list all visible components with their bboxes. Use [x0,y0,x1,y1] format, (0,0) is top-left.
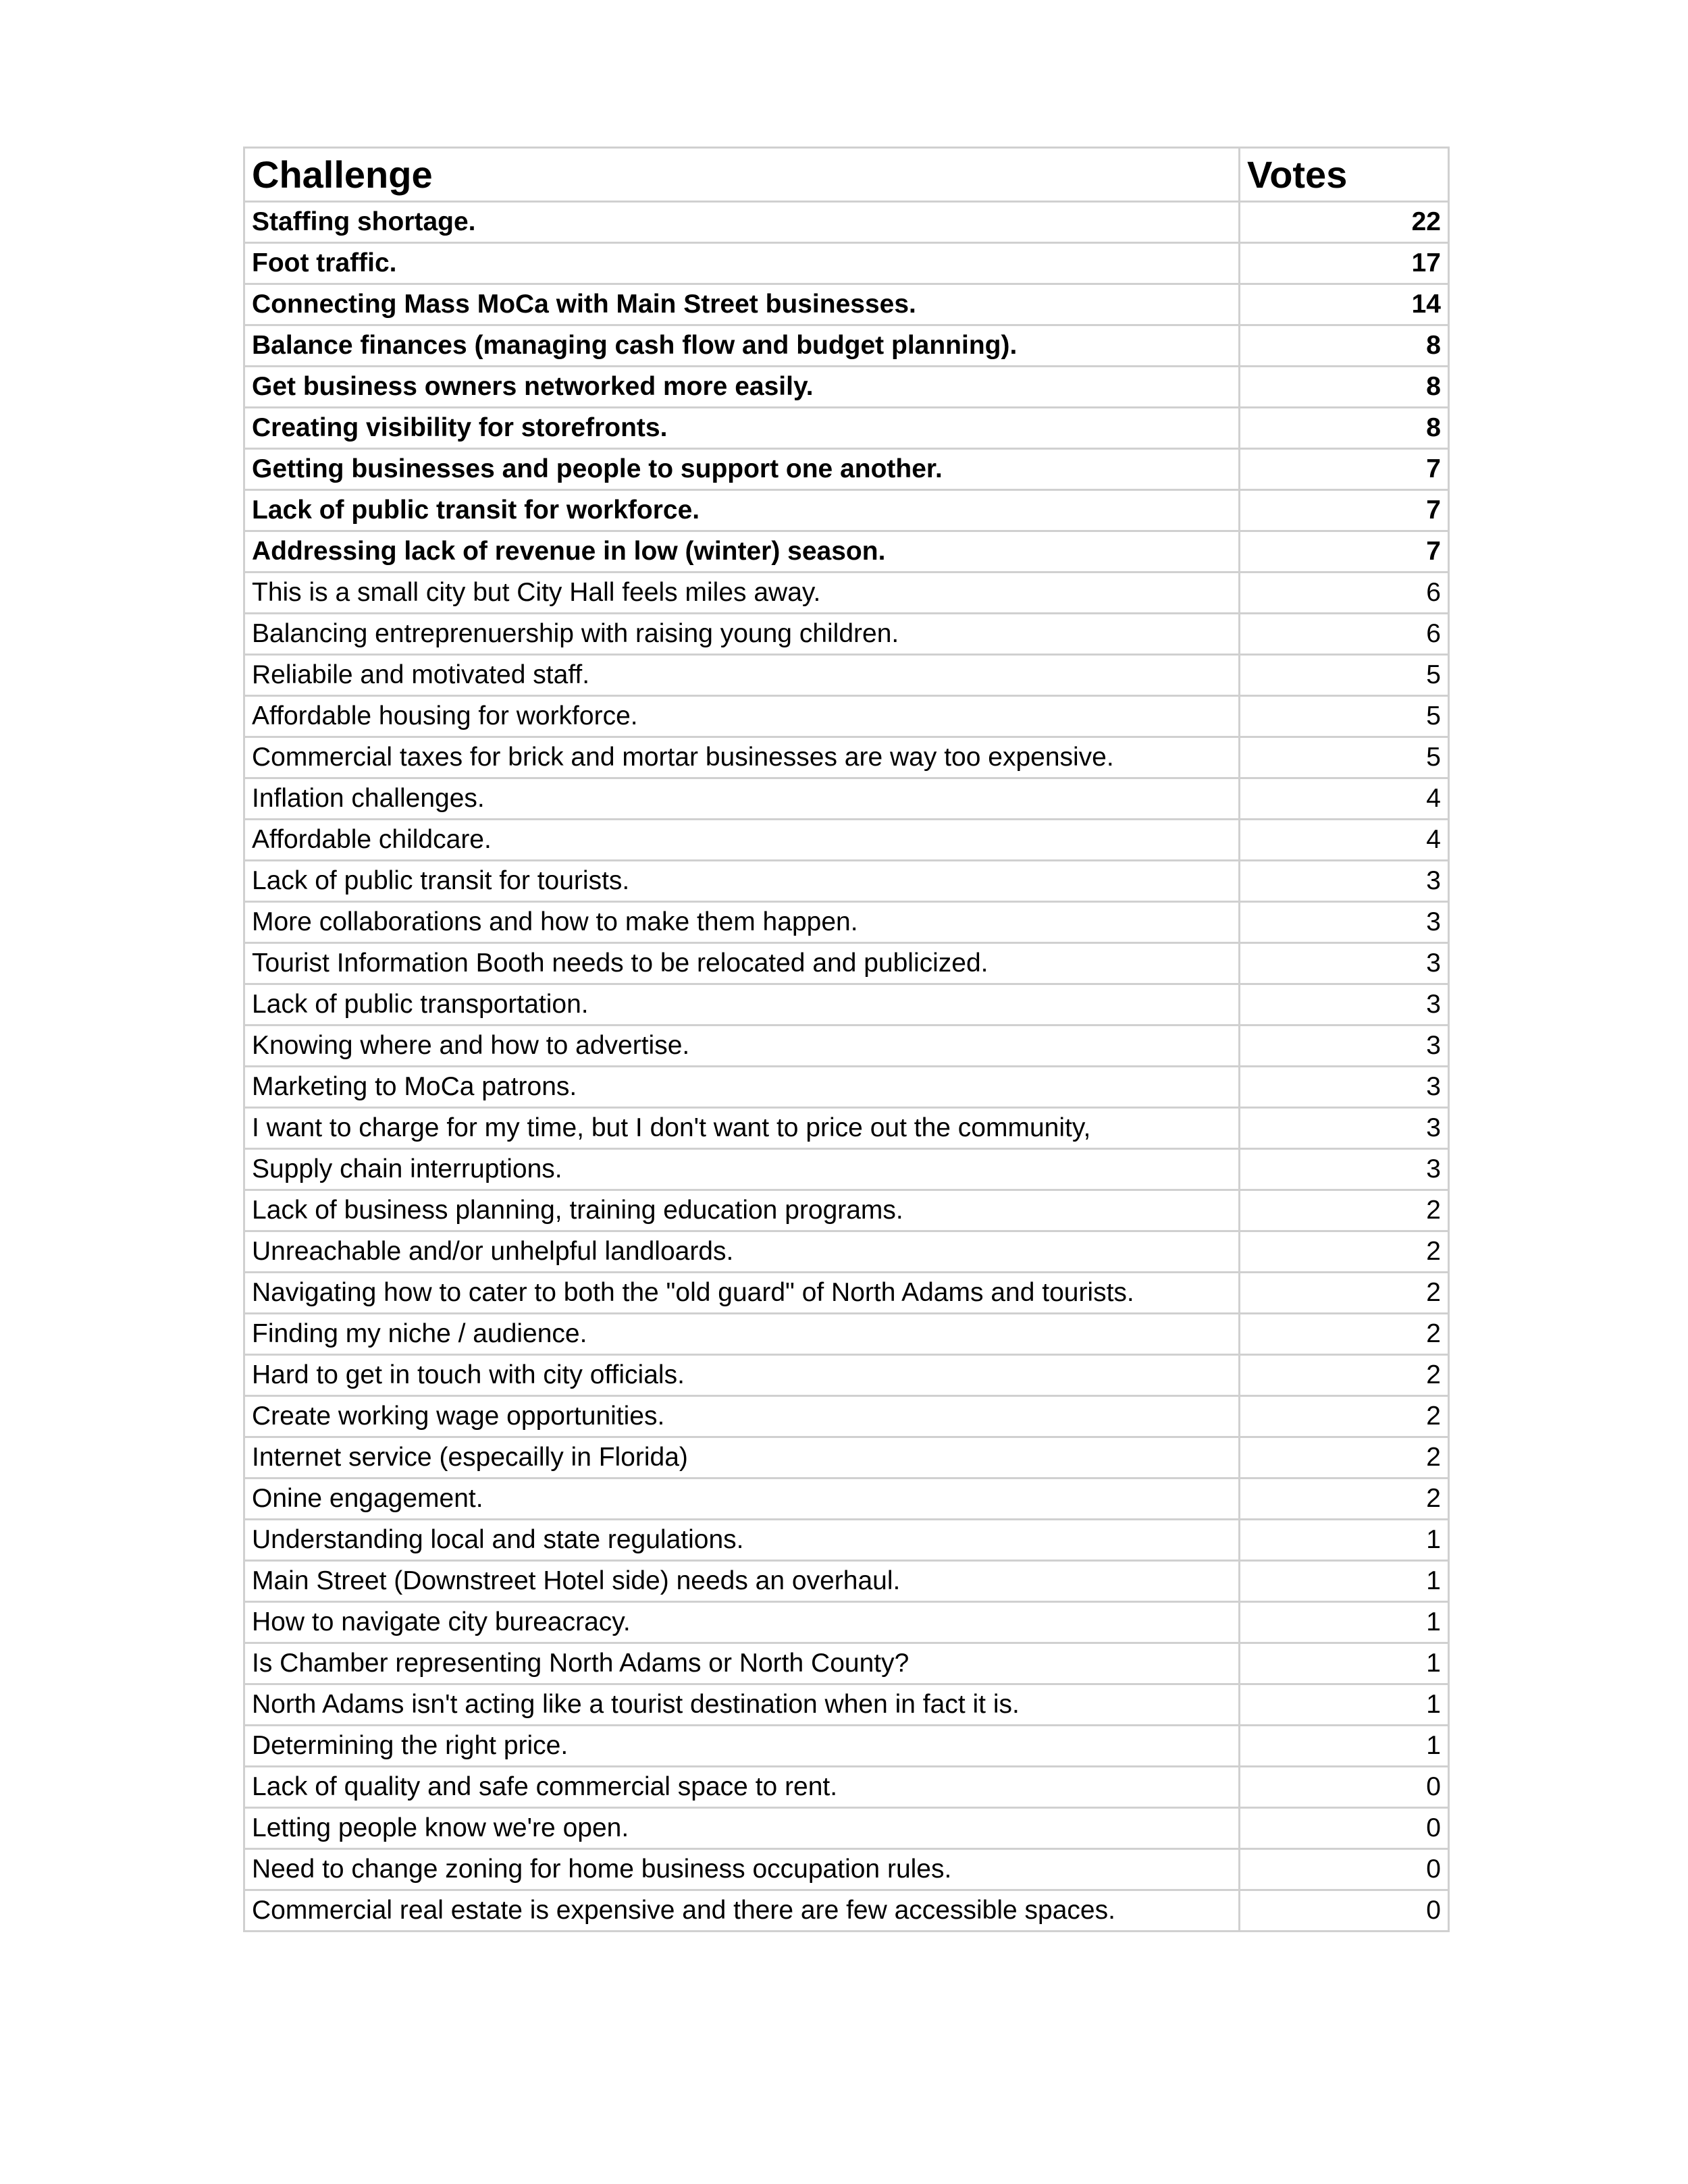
table-row [244,1561,1449,1602]
challenge-cell: Balance finances (managing cash flow and budget planning). [244,325,1240,367]
votes-cell: 8 [1240,367,1449,408]
votes-cell: 3 [1240,1108,1449,1149]
challenge-cell: Create working wage opportunities. [244,1396,1240,1437]
table-row [244,861,1449,902]
table-row [244,1149,1449,1190]
votes-cell: 3 [1240,1149,1449,1190]
challenge-cell: Understanding local and state regulations. [244,1520,1240,1561]
table-row [244,449,1449,490]
votes-cell: 1 [1240,1520,1449,1561]
table-row [244,325,1449,367]
challenges-votes-table [243,147,1450,1932]
challenge-cell: Tourist Information Booth needs to be relocated and publicized. [244,943,1240,984]
votes-cell: 14 [1240,284,1449,325]
table-row [244,1684,1449,1726]
votes-cell: 0 [1240,1767,1449,1808]
votes-cell: 7 [1240,490,1449,531]
votes-cell: 2 [1240,1231,1449,1273]
votes-cell: 2 [1240,1355,1449,1396]
challenge-cell: More collaborations and how to make them happen. [244,902,1240,943]
votes-cell: 2 [1240,1273,1449,1314]
challenge-cell: Need to change zoning for home business occupation rules. [244,1849,1240,1890]
table-row [244,1355,1449,1396]
table-row [244,1396,1449,1437]
challenge-cell: Creating visibility for storefronts. [244,408,1240,449]
challenge-cell: Lack of public transportation. [244,984,1240,1026]
votes-cell: 8 [1240,325,1449,367]
votes-cell: 1 [1240,1726,1449,1767]
challenge-cell: Lack of public transit for tourists. [244,861,1240,902]
votes-cell: 17 [1240,243,1449,284]
challenge-cell: Commercial real estate is expensive and there are few accessible spaces. [244,1890,1240,1932]
challenge-cell: Lack of quality and safe commercial space to rent. [244,1767,1240,1808]
challenge-cell: Reliabile and motivated staff. [244,655,1240,696]
challenge-cell: This is a small city but City Hall feels miles away. [244,572,1240,614]
votes-cell: 2 [1240,1396,1449,1437]
table-row [244,1643,1449,1684]
table-row [244,1231,1449,1273]
votes-cell: 1 [1240,1561,1449,1602]
votes-cell: 3 [1240,984,1449,1026]
votes-cell: 0 [1240,1890,1449,1932]
table-row [244,1602,1449,1643]
table-row [244,1520,1449,1561]
table-row [244,490,1449,531]
votes-cell: 6 [1240,614,1449,655]
table-header [244,148,1449,202]
table-row [244,943,1449,984]
challenge-cell: Balancing entreprenuership with raising young children. [244,614,1240,655]
votes-cell: 2 [1240,1479,1449,1520]
table-row [244,408,1449,449]
table-row [244,984,1449,1026]
challenge-cell: Lack of public transit for workforce. [244,490,1240,531]
table-row [244,655,1449,696]
document-page [243,147,1450,1932]
votes-cell: 3 [1240,1067,1449,1108]
votes-cell: 1 [1240,1643,1449,1684]
challenge-cell: Letting people know we're open. [244,1808,1240,1849]
table-row [244,1437,1449,1479]
votes-cell: 8 [1240,408,1449,449]
table-row [244,243,1449,284]
table-row [244,1067,1449,1108]
table-row [244,1108,1449,1149]
challenge-cell: Addressing lack of revenue in low (winter) season. [244,531,1240,572]
challenge-cell: Affordable housing for workforce. [244,696,1240,737]
challenge-cell: Marketing to MoCa patrons. [244,1067,1240,1108]
votes-cell: 2 [1240,1314,1449,1355]
table-row [244,1026,1449,1067]
votes-cell: 22 [1240,202,1449,243]
challenge-cell: Staffing shortage. [244,202,1240,243]
votes-cell: 3 [1240,902,1449,943]
challenge-cell: Supply chain interruptions. [244,1149,1240,1190]
challenge-cell: Hard to get in touch with city officials. [244,1355,1240,1396]
votes-cell: 5 [1240,655,1449,696]
challenge-cell: Is Chamber representing North Adams or North County? [244,1643,1240,1684]
challenge-cell: Getting businesses and people to support one another. [244,449,1240,490]
table-row [244,1273,1449,1314]
votes-cell: 6 [1240,572,1449,614]
table-row [244,202,1449,243]
table-row [244,1767,1449,1808]
header-row [244,148,1449,202]
challenge-cell: Determining the right price. [244,1726,1240,1767]
table-row [244,284,1449,325]
votes-cell: 2 [1240,1437,1449,1479]
votes-cell: 3 [1240,943,1449,984]
table-row [244,367,1449,408]
votes-cell: 1 [1240,1684,1449,1726]
column-header-challenge: Challenge [244,148,1240,202]
challenge-cell: Internet service (especailly in Florida) [244,1437,1240,1479]
votes-cell: 5 [1240,696,1449,737]
table-row [244,696,1449,737]
challenge-cell: Knowing where and how to advertise. [244,1026,1240,1067]
table-row [244,614,1449,655]
votes-cell: 4 [1240,778,1449,820]
table-row [244,778,1449,820]
column-header-votes: Votes [1240,148,1449,202]
votes-cell: 3 [1240,861,1449,902]
table-body [244,202,1449,1932]
votes-cell: 5 [1240,737,1449,778]
table-row [244,820,1449,861]
table-row [244,572,1449,614]
votes-cell: 3 [1240,1026,1449,1067]
challenge-cell: Lack of business planning, training education programs. [244,1190,1240,1231]
votes-cell: 4 [1240,820,1449,861]
table-row [244,1190,1449,1231]
challenge-cell: Commercial taxes for brick and mortar businesses are way too expensive. [244,737,1240,778]
votes-cell: 1 [1240,1602,1449,1643]
votes-cell: 0 [1240,1849,1449,1890]
table-row [244,902,1449,943]
challenge-cell: Unreachable and/or unhelpful landloards. [244,1231,1240,1273]
challenge-cell: Get business owners networked more easily. [244,367,1240,408]
votes-cell: 0 [1240,1808,1449,1849]
challenge-cell: Main Street (Downstreet Hotel side) needs an overhaul. [244,1561,1240,1602]
table-row [244,1849,1449,1890]
table-row [244,1314,1449,1355]
table-row [244,1726,1449,1767]
challenge-cell: Finding my niche / audience. [244,1314,1240,1355]
challenge-cell: How to navigate city bureacracy. [244,1602,1240,1643]
votes-cell: 7 [1240,449,1449,490]
challenge-cell: Connecting Mass MoCa with Main Street businesses. [244,284,1240,325]
table-row [244,1890,1449,1932]
challenge-cell: I want to charge for my time, but I don't want to price out the community, [244,1108,1240,1149]
challenge-cell: Affordable childcare. [244,820,1240,861]
table-row [244,531,1449,572]
votes-cell: 7 [1240,531,1449,572]
table-row [244,1808,1449,1849]
challenge-cell: Navigating how to cater to both the "old guard" of North Adams and tourists. [244,1273,1240,1314]
challenge-cell: Onine engagement. [244,1479,1240,1520]
challenge-cell: North Adams isn't acting like a tourist destination when in fact it is. [244,1684,1240,1726]
table-row [244,737,1449,778]
challenge-cell: Inflation challenges. [244,778,1240,820]
table-row [244,1479,1449,1520]
challenge-cell: Foot traffic. [244,243,1240,284]
votes-cell: 2 [1240,1190,1449,1231]
